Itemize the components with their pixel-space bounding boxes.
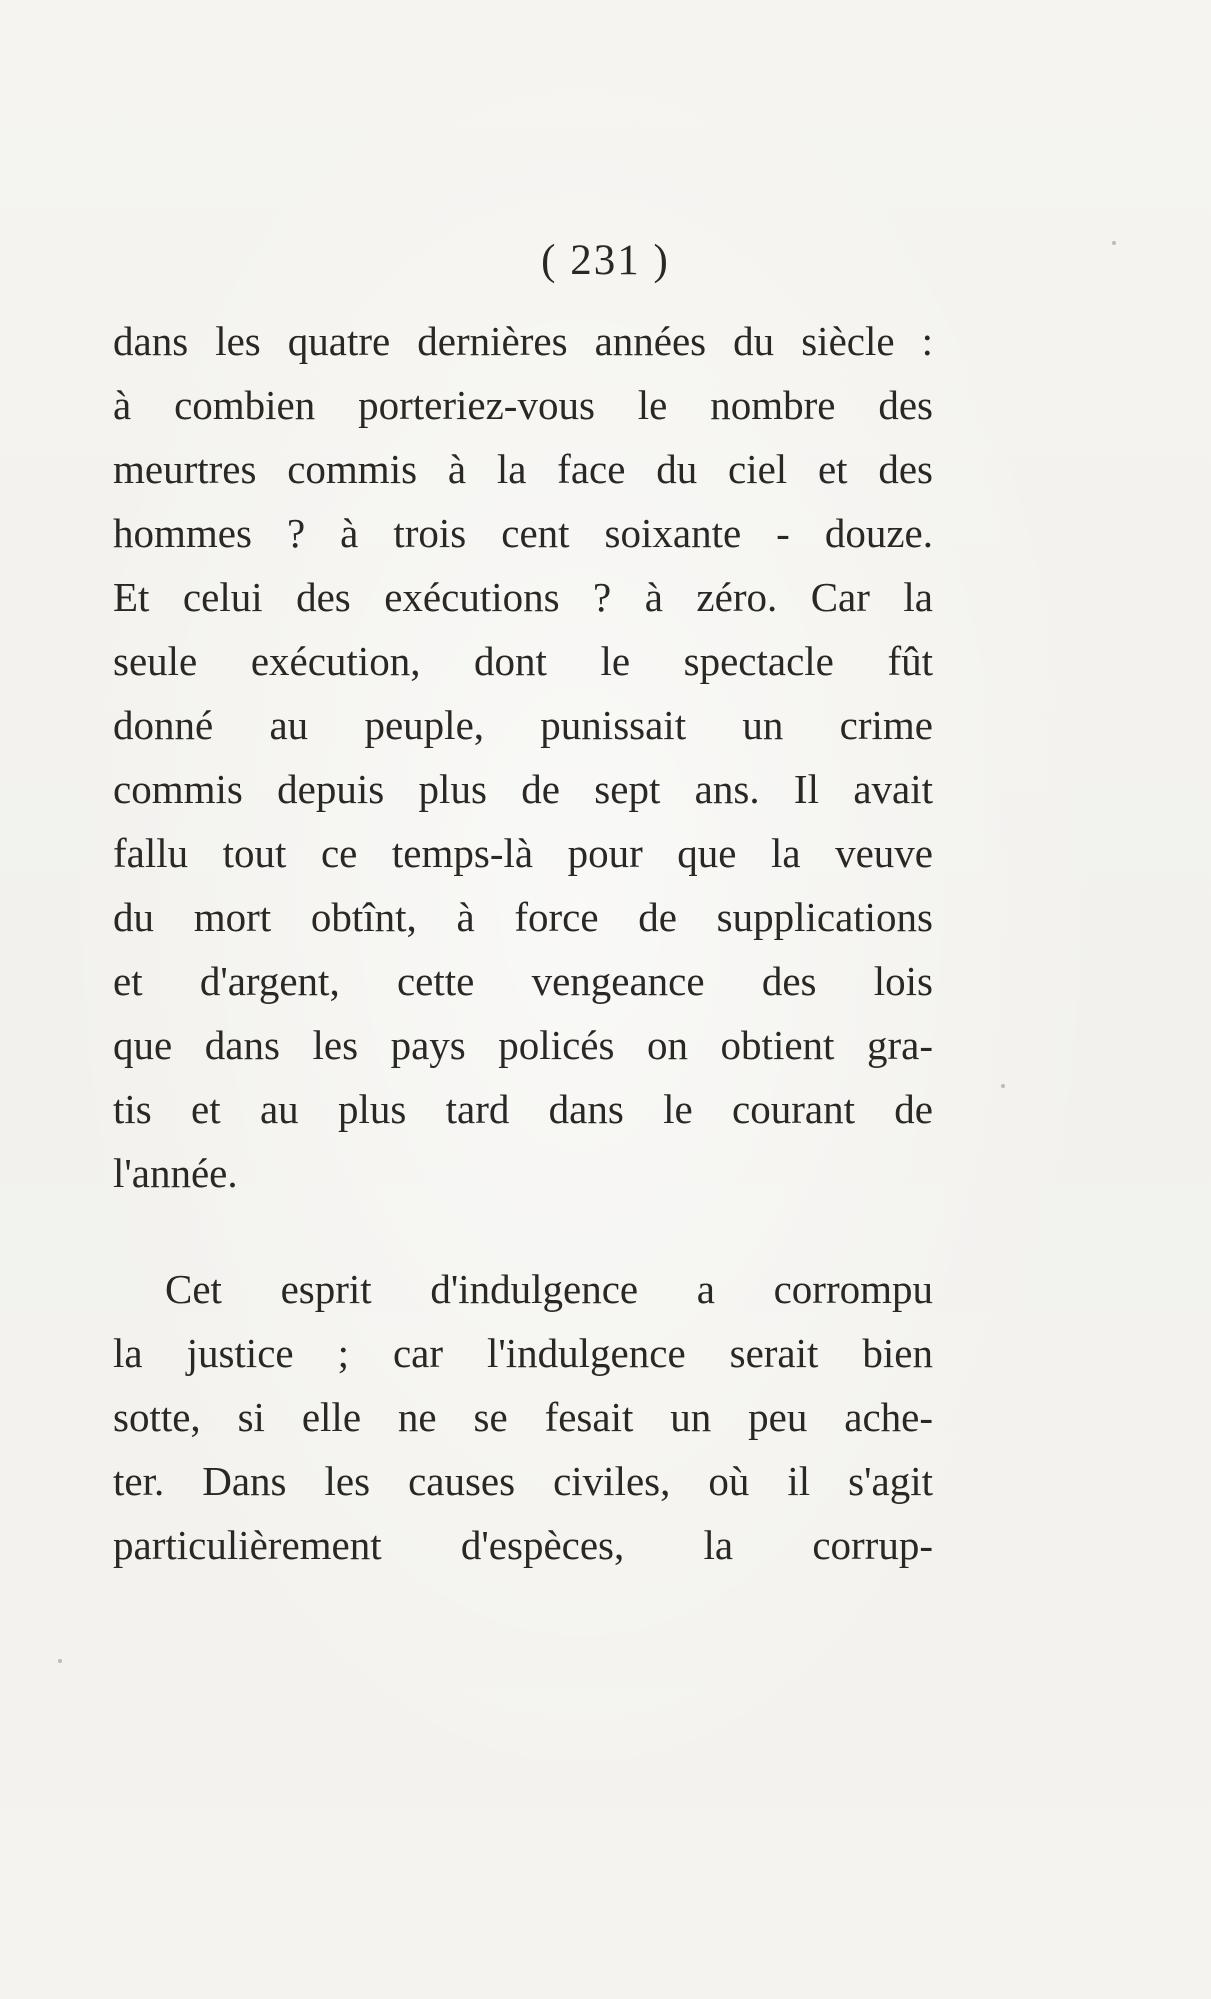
text-line: hommes ? à trois cent soixante - douze. bbox=[113, 510, 933, 556]
text-line: dans les quatre dernières années du siècle : bbox=[113, 318, 933, 364]
text-line: fallu tout ce temps-là pour que la veuve bbox=[113, 830, 933, 876]
text-line: commis depuis plus de sept ans. Il avait bbox=[113, 766, 933, 812]
text-line: meurtres commis à la face du ciel et des bbox=[113, 446, 933, 492]
text-line: la justice ; car l'indulgence serait bien bbox=[113, 1330, 933, 1376]
text-line: à combien porteriez-vous le nombre des bbox=[113, 382, 933, 428]
paper-speck bbox=[58, 1659, 62, 1663]
text-line: Et celui des exécutions ? à zéro. Car la bbox=[113, 574, 933, 620]
text-line: seule exécution, dont le spectacle fût bbox=[113, 638, 933, 684]
text-line: que dans les pays policés on obtient gra- bbox=[113, 1022, 933, 1068]
text-line: l'année. bbox=[113, 1150, 238, 1196]
paragraph-2 bbox=[113, 1257, 933, 1577]
text-line: Cet esprit d'indulgence a corrompu bbox=[165, 1266, 933, 1312]
text-line: sotte, si elle ne se fesait un peu ache- bbox=[113, 1394, 933, 1440]
text-line: du mort obtînt, à force de supplications bbox=[113, 894, 933, 940]
paper-speck bbox=[1112, 241, 1116, 245]
page-number: ( 231 ) bbox=[541, 237, 670, 284]
text-line: particulièrement d'espèces, la corrup- bbox=[113, 1522, 933, 1568]
paper-speck bbox=[1001, 1084, 1005, 1088]
text-line: et d'argent, cette vengeance des lois bbox=[113, 958, 933, 1004]
paragraph-1 bbox=[113, 309, 933, 1205]
text-line: donné au peuple, punissait un crime bbox=[113, 702, 933, 748]
text-line: tis et au plus tard dans le courant de bbox=[113, 1086, 933, 1132]
text-line: ter. Dans les causes civiles, où il s'agit bbox=[113, 1458, 933, 1504]
